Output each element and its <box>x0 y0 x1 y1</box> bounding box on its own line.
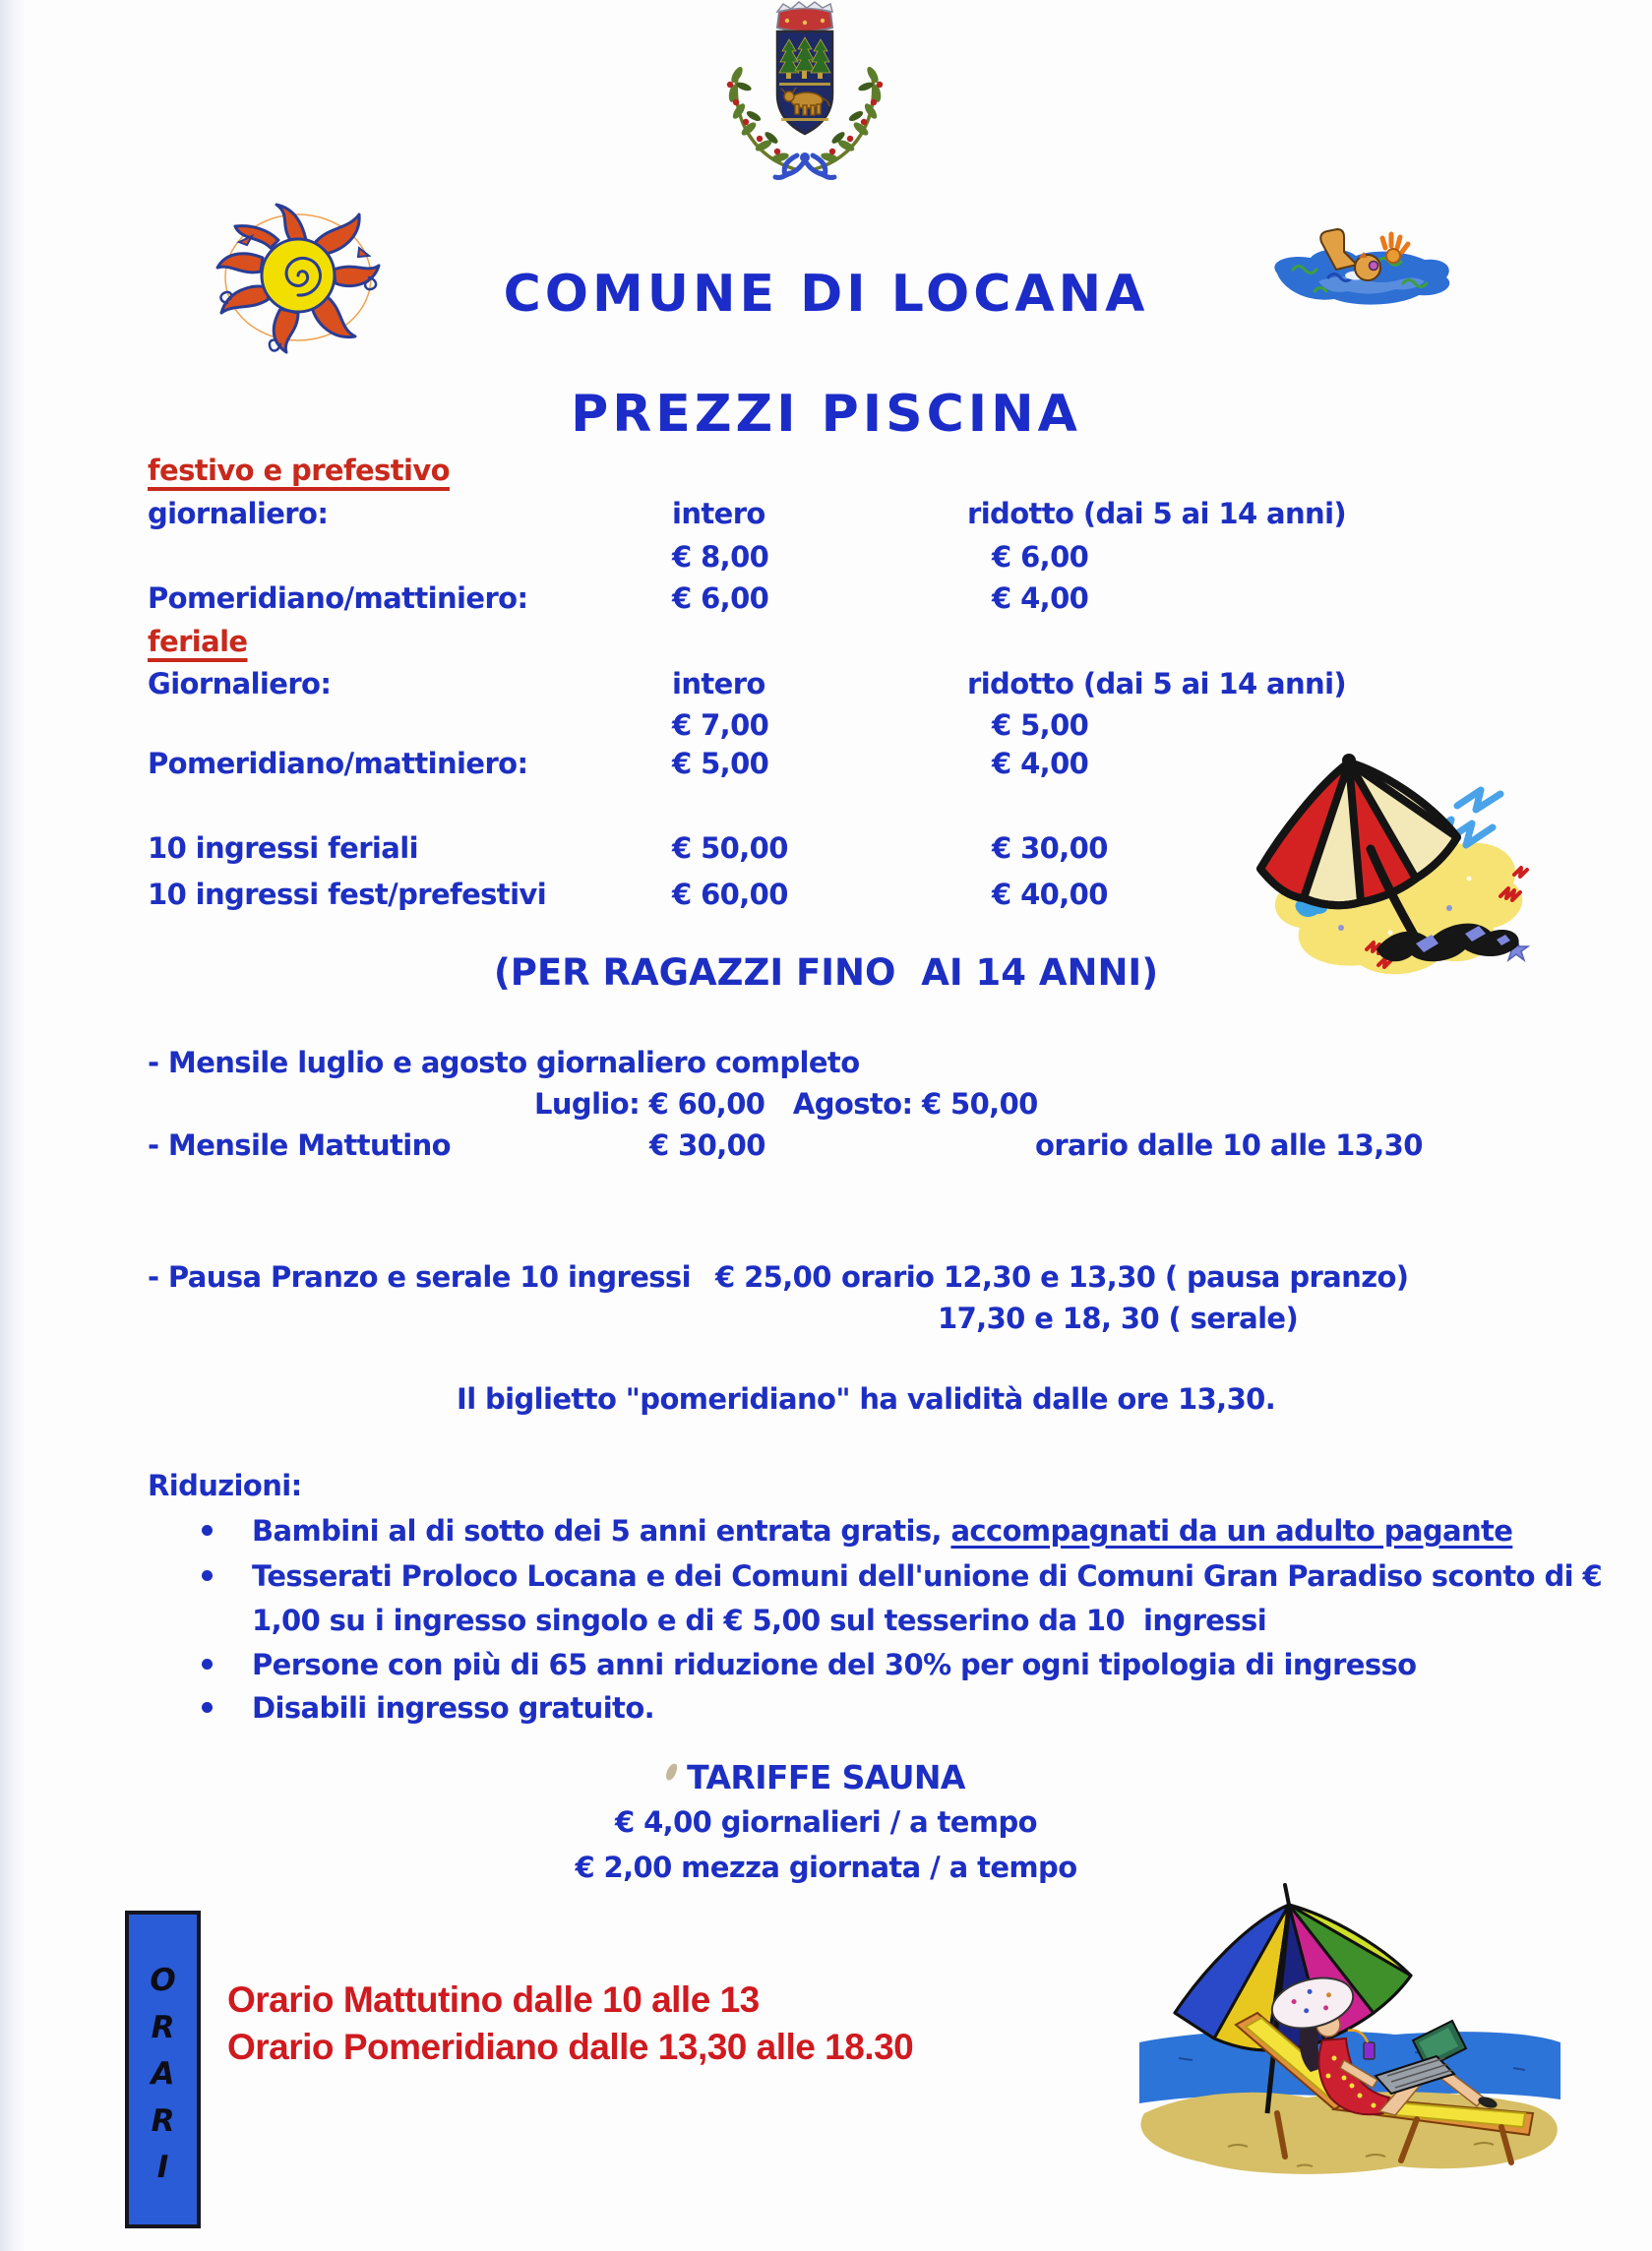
scan-edge-shadow <box>0 0 26 2251</box>
row-label: 10 ingressi fest/prefestivi <box>148 878 547 911</box>
orari-letter: R <box>151 2102 175 2139</box>
row-label: giornaliero: <box>148 497 329 530</box>
orario-pomeridiano-line: Orario Pomeridiano dalle 13,30 alle 18.30 <box>227 2027 914 2067</box>
riduzioni-bullet-2-continuation: 1,00 su i ingresso singolo e di € 5,00 sul tesserino da 10 ingressi <box>252 1604 1267 1637</box>
orari-vertical-banner <box>125 1911 201 2228</box>
price-value: € 40,00 <box>992 878 1108 911</box>
price-value: € 6,00 <box>992 540 1089 574</box>
mensile-completo-prezzi: Luglio: € 60,00 Agosto: € 50,00 <box>534 1087 1038 1121</box>
price-value: € 60,00 <box>672 878 788 911</box>
price-value: € 5,00 <box>992 708 1089 742</box>
nota-bold: pomeridiano <box>640 1382 836 1416</box>
price-value: € 4,00 <box>992 747 1089 780</box>
nota-pre: Il biglietto " <box>457 1382 641 1416</box>
riduzioni-bullet-1 <box>202 1515 1512 1548</box>
section-heading-feriale: feriale <box>148 625 248 658</box>
bullet-dot-icon <box>202 1525 213 1536</box>
bullet-1-text: Bambini al di sotto dei 5 anni entrata gratis, <box>252 1514 951 1548</box>
pausa-pranzo-label: - Pausa Pranzo e serale 10 ingressi <box>148 1260 691 1294</box>
orari-letter: A <box>151 2056 175 2092</box>
mensile-completo-label: - Mensile luglio e agosto giornaliero completo <box>148 1046 860 1079</box>
column-header-intero: intero <box>672 667 765 700</box>
column-header-ridotto: ridotto (dai 5 ai 14 anni) <box>967 667 1347 700</box>
sauna-tariffa-giornaliera: € 4,00 giornalieri / a tempo <box>615 1805 1037 1839</box>
nota-post: " ha validità dalle ore 13,30. <box>835 1382 1276 1416</box>
price-value: € 6,00 <box>672 581 769 615</box>
beach-umbrella-icon <box>1223 721 1548 987</box>
pausa-pranzo-orario-serale: 17,30 e 18, 30 ( serale) <box>938 1302 1299 1335</box>
row-label: 10 ingressi feriali <box>148 831 418 865</box>
row-label: Pomeridiano/mattiniero: <box>148 747 528 780</box>
page-title: COMUNE DI LOCANA <box>503 265 1149 324</box>
column-header-intero: intero <box>672 497 765 530</box>
bullet-dot-icon <box>202 1702 213 1713</box>
bullet-2-line1: Tesserati Proloco Locana e dei Comuni dell'unione di Comuni Gran Paradiso sconto di € <box>252 1559 1603 1593</box>
sauna-heading: TARIFFE SAUNA <box>687 1758 965 1796</box>
section-heading-festivo: festivo e prefestivo <box>148 454 450 487</box>
riduzioni-bullet-4 <box>202 1692 654 1725</box>
mensile-mattutino-orario: orario dalle 10 alle 13,30 <box>1035 1128 1423 1162</box>
orario-mattutino-line: Orario Mattutino dalle 10 alle 13 <box>227 1979 760 2020</box>
page-subtitle: PREZZI PISCINA <box>571 385 1081 444</box>
column-header-ridotto: ridotto (dai 5 ai 14 anni) <box>967 497 1347 530</box>
ragazzi-note: (PER RAGAZZI FINO AI 14 ANNI) <box>493 951 1159 994</box>
bullet-dot-icon <box>202 1659 213 1670</box>
row-label: Pomeridiano/mattiniero: <box>148 581 528 615</box>
riduzioni-bullet-3 <box>202 1649 1417 1681</box>
price-value: € 50,00 <box>672 831 788 865</box>
mensile-mattutino-label: - Mensile Mattutino <box>148 1128 451 1162</box>
riduzioni-bullet-2 <box>202 1560 1602 1593</box>
bullet-3-text: Persone con più di 65 anni riduzione del 30% per ogni tipologia di ingresso <box>252 1648 1417 1681</box>
price-value: € 8,00 <box>672 540 769 574</box>
orari-letter: I <box>156 2150 169 2185</box>
sauna-tariffa-mezza-giornata: € 2,00 mezza giornata / a tempo <box>575 1851 1077 1884</box>
row-label: Giornaliero: <box>148 667 332 700</box>
bullet-4-text: Disabili ingresso gratuito. <box>252 1691 655 1725</box>
municipal-crest-icon <box>687 0 923 187</box>
pausa-pranzo-orario: orario 12,30 e 13,30 ( pausa pranzo) <box>841 1260 1409 1294</box>
price-value: € 5,00 <box>672 747 769 780</box>
orari-letter: R <box>151 2009 175 2045</box>
price-value: € 7,00 <box>672 708 769 742</box>
orari-letter: O <box>150 1963 176 1998</box>
bullet-1-underlined: accompagnati da un adulto pagante <box>950 1514 1513 1548</box>
bullet-dot-icon <box>202 1570 213 1581</box>
mensile-mattutino-prezzo: € 30,00 <box>649 1128 765 1162</box>
nota-biglietto-pomeridiano <box>457 1383 1275 1416</box>
price-value: € 30,00 <box>992 831 1108 865</box>
riduzioni-heading: Riduzioni: <box>148 1469 302 1502</box>
pausa-pranzo-prezzo: € 25,00 <box>715 1260 831 1294</box>
beach-lounger-icon <box>1120 1865 1582 2210</box>
price-value: € 4,00 <box>992 581 1089 615</box>
